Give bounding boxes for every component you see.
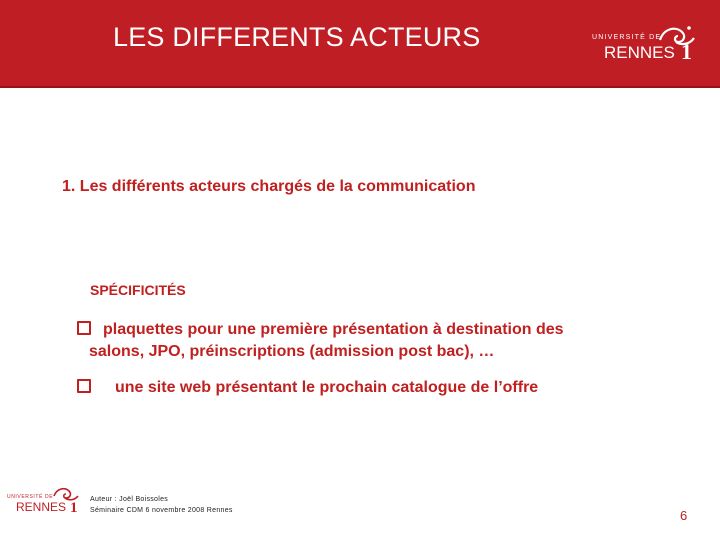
bullet-text-line1: une site web présentant le prochain catalogue de l’offre xyxy=(115,379,539,396)
page-title: LES DIFFERENTS ACTEURS xyxy=(113,22,481,52)
svg-text:UNIVERSITÉ DE: UNIVERSITÉ DE xyxy=(7,494,54,500)
university-logo xyxy=(590,18,700,66)
bullet-text-line2: salons, JPO, préinscriptions (admission post bac), … xyxy=(89,343,495,360)
checkbox-bullet-icon xyxy=(77,321,91,335)
ermine-emblem-icon xyxy=(54,489,78,500)
svg-text:1: 1 xyxy=(681,39,692,64)
footer-seminar: Séminaire CDM 6 novembre 2008 Rennes xyxy=(90,507,233,514)
svg-text:RENNES: RENNES xyxy=(16,500,67,514)
svg-text:UNIVERSITÉ DE: UNIVERSITÉ DE xyxy=(592,34,662,41)
header-divider xyxy=(0,86,720,88)
svg-text:RENNES: RENNES xyxy=(604,43,675,62)
bullet-item xyxy=(77,377,538,399)
svg-text:1: 1 xyxy=(70,500,78,516)
section-heading: 1. Les différents acteurs chargés de la communication xyxy=(62,178,476,195)
footer-author: Auteur : Joël Boissoles xyxy=(90,496,169,503)
checkbox-bullet-icon xyxy=(77,379,91,393)
header-banner xyxy=(0,0,720,86)
ermine-emblem-icon xyxy=(660,26,694,44)
bullet-item xyxy=(77,319,677,363)
subheading-specificites: SPÉCIFICITÉS xyxy=(90,282,186,298)
page-number: 6 xyxy=(680,508,688,523)
bullet-text-line1: plaquettes pour une première présentation à destination des xyxy=(103,321,564,338)
footer-university-logo xyxy=(6,482,82,516)
